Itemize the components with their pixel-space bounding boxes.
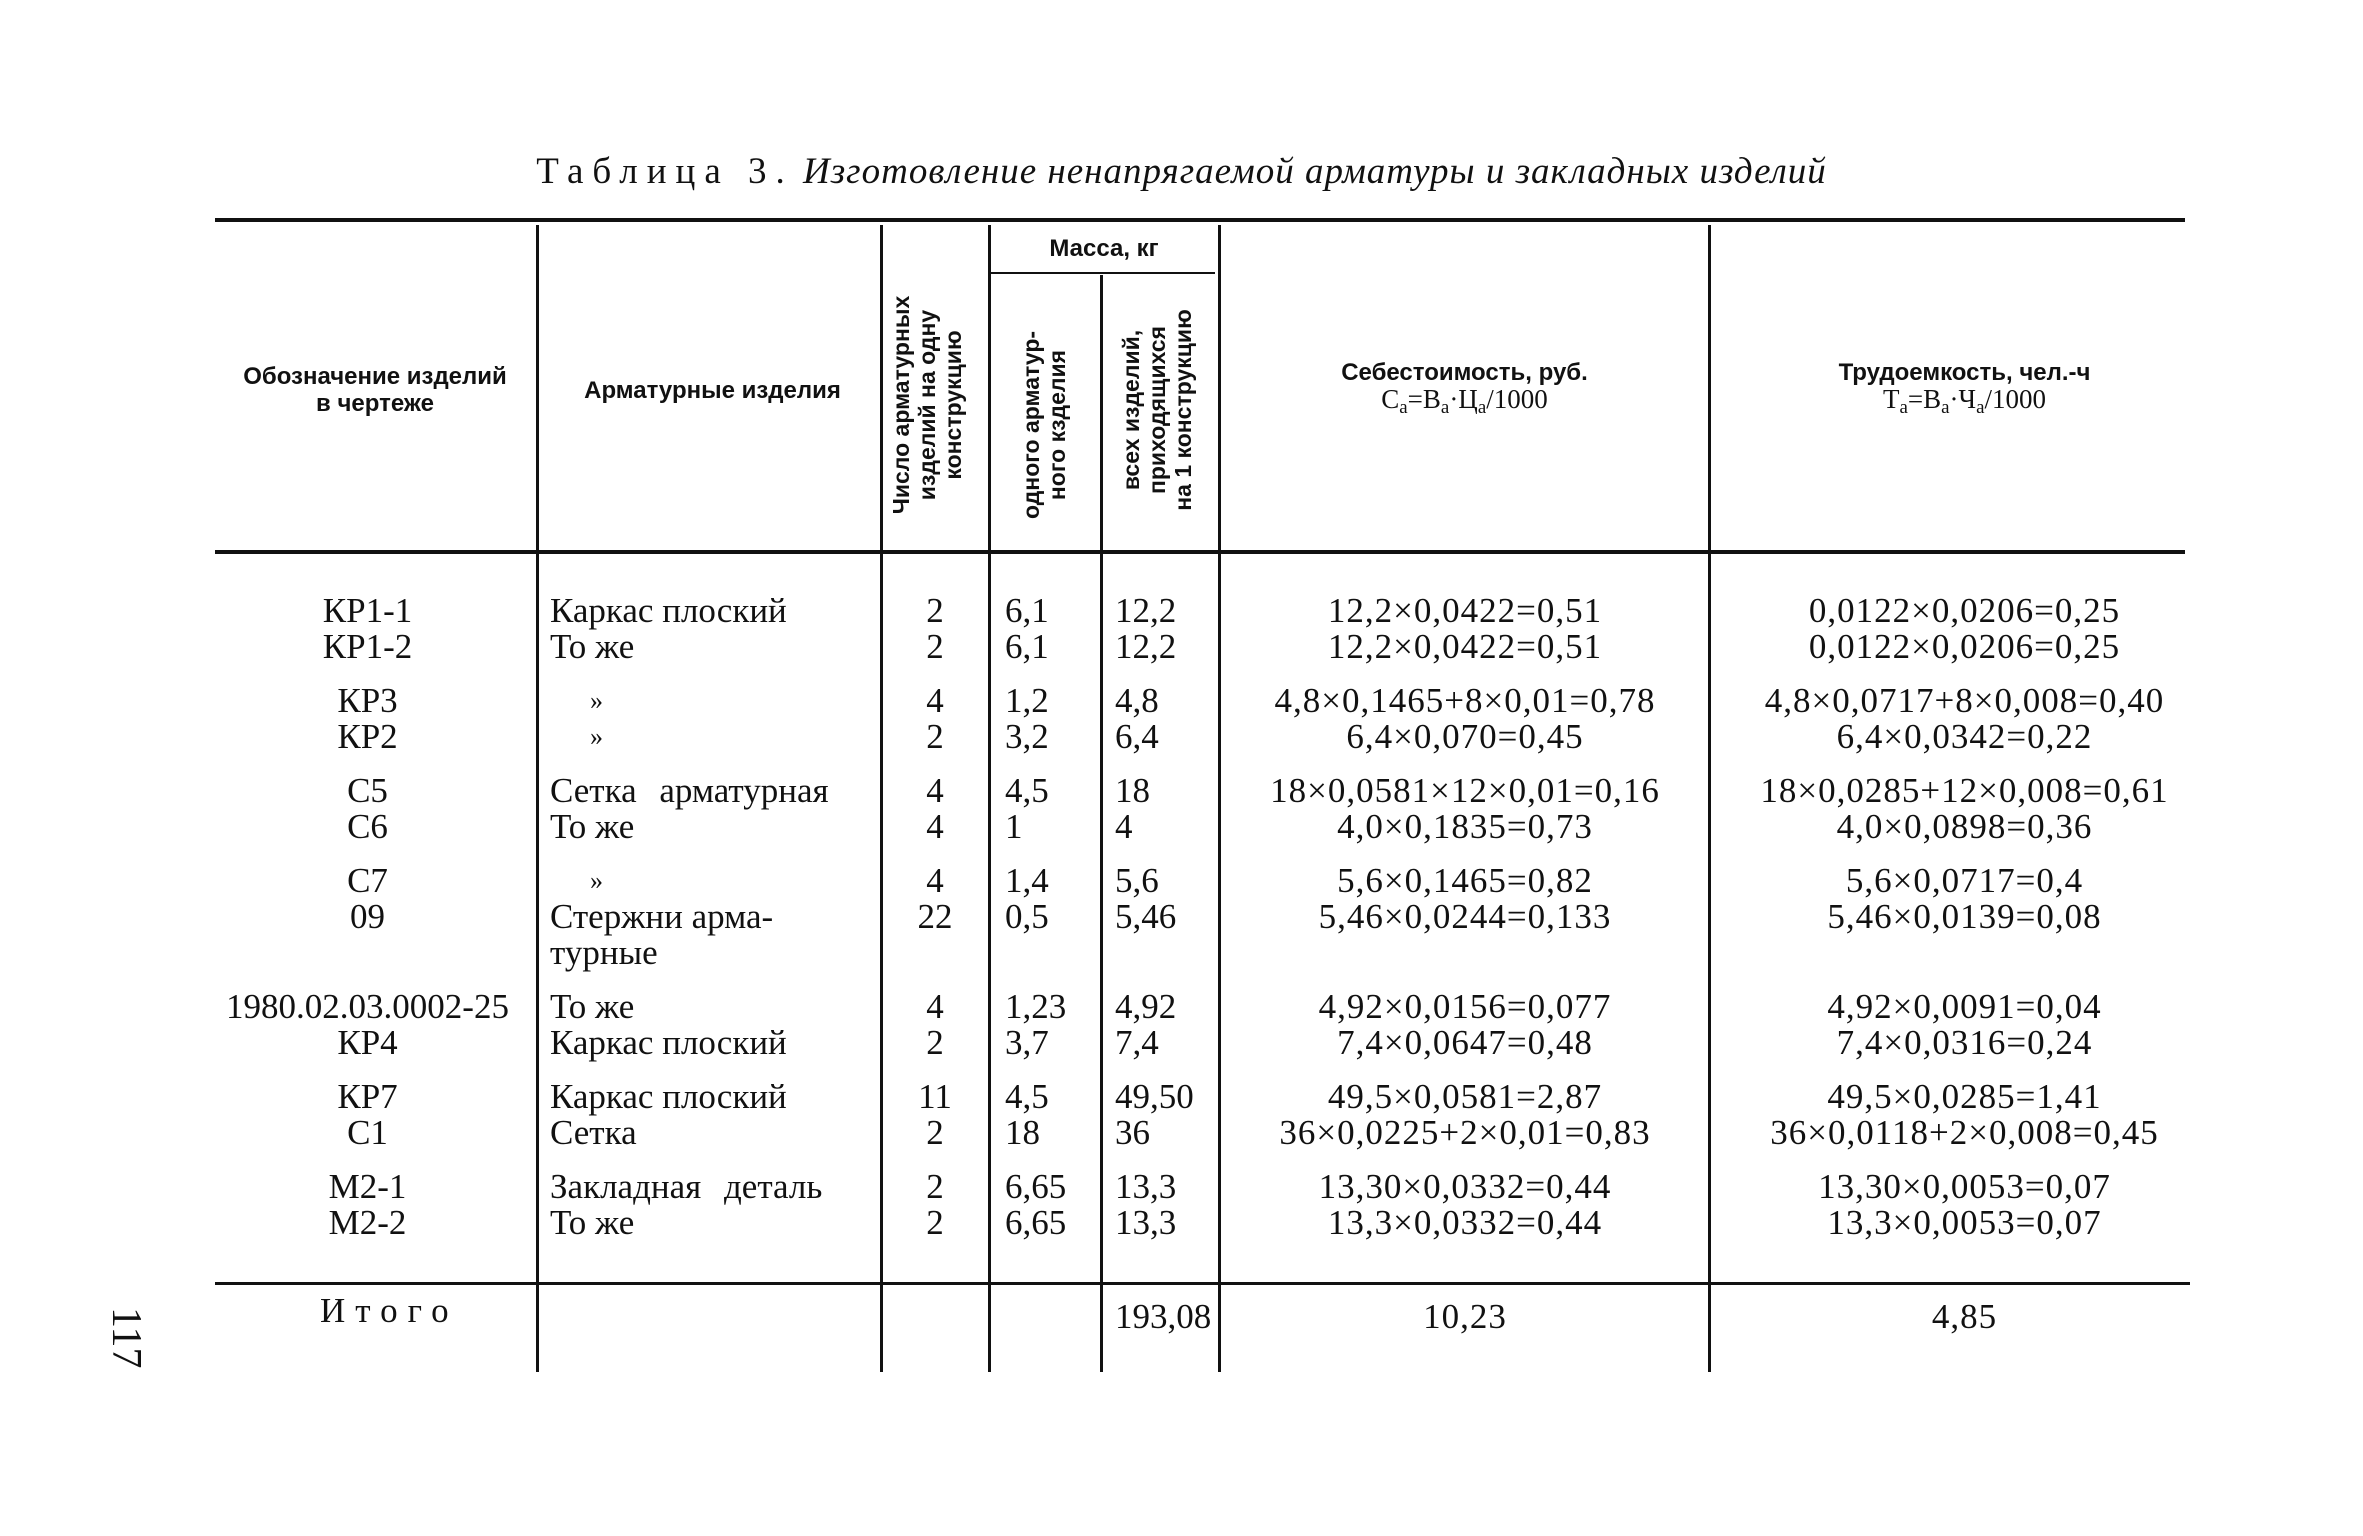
header-labor xyxy=(1712,335,2217,445)
row-mass-one: 4,5 xyxy=(1005,771,1049,810)
header-labor-formula: $T_a=B_a\cdot Ч_a/1000$ xyxy=(1883,384,2046,418)
row-labor: 13,3×0,0053=0,07 xyxy=(1827,1203,2102,1242)
row-mass-all: 7,4 xyxy=(1115,1023,1159,1062)
total-mass-all: 193,08 xyxy=(1115,1297,1212,1336)
row-mass-all: 18 xyxy=(1115,771,1150,810)
row-count: 22 xyxy=(917,897,953,936)
row-count: 2 xyxy=(926,1023,944,1062)
row-cost: 36×0,0225+2×0,01=0,83 xyxy=(1279,1113,1651,1152)
row-count: 4 xyxy=(926,987,944,1026)
row-labor: 4,0×0,0898=0,36 xyxy=(1836,807,2093,846)
row-cost: 7,4×0,0647=0,48 xyxy=(1337,1023,1593,1062)
row-mass-all: 5,6 xyxy=(1115,861,1159,900)
row-mass-all: 4,92 xyxy=(1115,987,1177,1026)
row-mass-one: 6,65 xyxy=(1005,1167,1067,1206)
row-mass-all: 4,8 xyxy=(1115,681,1159,720)
row-labor: 49,5×0,0285=1,41 xyxy=(1827,1077,2102,1116)
row-designation: М2-1 xyxy=(328,1167,407,1206)
header-mass-one-line-2: ного кзделия xyxy=(1044,349,1070,501)
col-divider-1 xyxy=(536,225,539,1372)
row-item: То же xyxy=(550,627,635,666)
row-labor: 6,4×0,0342=0,22 xyxy=(1836,717,2093,756)
row-designation: КР3 xyxy=(337,681,398,720)
row-mass-one: 1,2 xyxy=(1005,681,1049,720)
row-count: 2 xyxy=(926,1203,944,1242)
total-cost: 10,23 xyxy=(1423,1297,1507,1336)
row-item: » xyxy=(590,866,603,895)
row-mass-all: 5,46 xyxy=(1115,897,1177,936)
col-divider-3 xyxy=(988,225,991,1372)
row-mass-all: 49,50 xyxy=(1115,1077,1194,1116)
header-labor-label: Трудоемкость, чел.-ч xyxy=(1838,359,2091,386)
row-count: 4 xyxy=(926,771,944,810)
row-item: » xyxy=(590,722,603,751)
row-designation: КР1-2 xyxy=(322,627,413,666)
row-mass-one: 6,1 xyxy=(1005,591,1049,630)
row-mass-all: 4 xyxy=(1115,807,1133,846)
header-designation-line-2: в чертеже xyxy=(316,390,434,417)
row-designation: КР1-1 xyxy=(322,591,413,630)
header-mass-one-line-1: одного арматур- xyxy=(1018,330,1044,520)
row-designation: 09 xyxy=(350,897,385,936)
header-mass-one xyxy=(1018,310,1070,540)
row-labor: 5,6×0,0717=0,4 xyxy=(1845,861,2084,900)
row-labor: 4,8×0,0717+8×0,008=0,40 xyxy=(1764,681,2165,720)
row-count: 11 xyxy=(918,1077,952,1116)
row-cost: 4,0×0,1835=0,73 xyxy=(1337,807,1593,846)
row-cost: 6,4×0,070=0,45 xyxy=(1346,717,1584,756)
row-count: 2 xyxy=(926,1167,944,1206)
row-mass-one: 1,23 xyxy=(1005,987,1067,1026)
row-mass-one: 6,65 xyxy=(1005,1203,1067,1242)
row-labor: 4,92×0,0091=0,04 xyxy=(1827,987,2102,1026)
row-count: 2 xyxy=(926,591,944,630)
row-mass-all: 13,3 xyxy=(1115,1203,1177,1242)
row-labor: 13,30×0,0053=0,07 xyxy=(1818,1167,2111,1206)
total-rule xyxy=(215,1282,2190,1285)
row-item: Каркас плоский xyxy=(550,1023,787,1062)
row-mass-one: 1,4 xyxy=(1005,861,1049,900)
header-designation xyxy=(215,330,535,450)
row-mass-one: 1 xyxy=(1005,807,1023,846)
header-count-line-3: конструкцию xyxy=(940,330,966,480)
total-labor: 4,85 xyxy=(1931,1297,1998,1336)
header-count-line-1: Число арматурных xyxy=(888,295,914,515)
table-caption: Изготовление ненапрягаемой арматуры и закладных изделий xyxy=(803,151,1827,192)
row-count: 4 xyxy=(926,861,944,900)
row-designation: С5 xyxy=(347,771,388,810)
row-labor: 7,4×0,0316=0,24 xyxy=(1836,1023,2093,1062)
table-number: Таблица 3. xyxy=(536,151,794,192)
row-count: 2 xyxy=(926,1113,944,1152)
header-mass xyxy=(990,228,1218,268)
row-count: 2 xyxy=(926,717,944,756)
header-count xyxy=(888,270,966,540)
total-label: Итого xyxy=(320,1291,459,1330)
row-mass-one: 3,7 xyxy=(1005,1023,1049,1062)
row-cost: 4,8×0,1465+8×0,01=0,78 xyxy=(1274,681,1656,720)
row-mass-one: 18 xyxy=(1005,1113,1040,1152)
row-cost: 49,5×0,0581=2,87 xyxy=(1327,1077,1603,1116)
row-cost: 12,2×0,0422=0,51 xyxy=(1327,591,1603,630)
header-bottom-rule xyxy=(215,550,2185,554)
header-items-label: Арматурные изделия xyxy=(584,376,841,404)
header-mass-all xyxy=(1118,280,1196,540)
row-designation: С7 xyxy=(347,861,388,900)
row-cost: 5,6×0,1465=0,82 xyxy=(1337,861,1593,900)
row-count: 4 xyxy=(926,681,944,720)
row-mass-all: 12,2 xyxy=(1115,627,1177,666)
row-item: То же xyxy=(550,807,635,846)
row-count: 4 xyxy=(926,807,944,846)
mass-group-rule xyxy=(990,272,1215,274)
header-cost xyxy=(1222,335,1707,445)
row-item: То же xyxy=(550,987,635,1026)
header-cost-formula: $C_a=B_a\cdot Ц_a/1000$ xyxy=(1381,384,1548,418)
header-items xyxy=(545,330,880,450)
row-mass-all: 6,4 xyxy=(1115,717,1159,756)
page-number: 117 xyxy=(103,1307,149,1369)
row-designation: М2-2 xyxy=(328,1203,407,1242)
row-cost: 13,30×0,0332=0,44 xyxy=(1318,1167,1612,1206)
row-mass-one: 0,5 xyxy=(1005,897,1049,936)
row-item: Закладная деталь xyxy=(550,1167,823,1206)
row-labor: 36×0,0118+2×0,008=0,45 xyxy=(1770,1113,2159,1152)
row-designation: 1980.02.03.0002-25 xyxy=(226,987,509,1026)
row-mass-one: 3,2 xyxy=(1005,717,1049,756)
row-item: То же xyxy=(550,1203,635,1242)
row-mass-all: 13,3 xyxy=(1115,1167,1177,1206)
header-mass-all-line-3: на 1 конструкцию xyxy=(1170,309,1196,511)
row-labor: 0,0122×0,0206=0,25 xyxy=(1808,627,2121,666)
row-designation: С6 xyxy=(347,807,388,846)
header-cost-label: Себестоимость, руб. xyxy=(1341,359,1588,386)
row-cost: 4,92×0,0156=0,077 xyxy=(1318,987,1612,1026)
row-labor: 18×0,0285+12×0,008=0,61 xyxy=(1760,771,2169,810)
row-cost: 5,46×0,0244=0,133 xyxy=(1318,897,1612,936)
row-cost: 18×0,0581×12×0,01=0,16 xyxy=(1270,771,1660,810)
col-divider-6 xyxy=(1708,225,1711,1372)
row-cost: 13,3×0,0332=0,44 xyxy=(1327,1203,1603,1242)
header-count-line-2: изделий на одну xyxy=(914,309,940,501)
row-item: Стержни арма- xyxy=(550,897,774,936)
header-designation-line-1: Обозначение изделий xyxy=(243,363,507,390)
table-title xyxy=(0,150,2363,193)
header-mass-label: Масса, кг xyxy=(1049,234,1159,262)
row-designation: КР2 xyxy=(337,717,398,756)
row-mass-one: 6,1 xyxy=(1005,627,1049,666)
row-item: Каркас плоский xyxy=(550,591,787,630)
row-cost: 12,2×0,0422=0,51 xyxy=(1327,627,1603,666)
row-mass-all: 12,2 xyxy=(1115,591,1177,630)
row-designation: КР4 xyxy=(337,1023,398,1062)
row-item: Сетка арматурная xyxy=(550,771,829,810)
row-labor: 0,0122×0,0206=0,25 xyxy=(1808,591,2121,630)
row-designation: КР7 xyxy=(337,1077,398,1116)
row-item: Сетка xyxy=(550,1113,637,1152)
row-labor: 5,46×0,0139=0,08 xyxy=(1827,897,2102,936)
row-item: » xyxy=(590,686,603,715)
row-mass-all: 36 xyxy=(1115,1113,1150,1152)
header-mass-all-line-2: приходящихся xyxy=(1144,325,1170,495)
header-mass-all-line-1: всех изделий, xyxy=(1118,329,1144,491)
row-count: 2 xyxy=(926,627,944,666)
row-designation: С1 xyxy=(347,1113,388,1152)
row-mass-one: 4,5 xyxy=(1005,1077,1049,1116)
row-item: Каркас плоский xyxy=(550,1077,787,1116)
row-item-continued: турные xyxy=(550,933,658,972)
top-rule xyxy=(215,218,2185,222)
